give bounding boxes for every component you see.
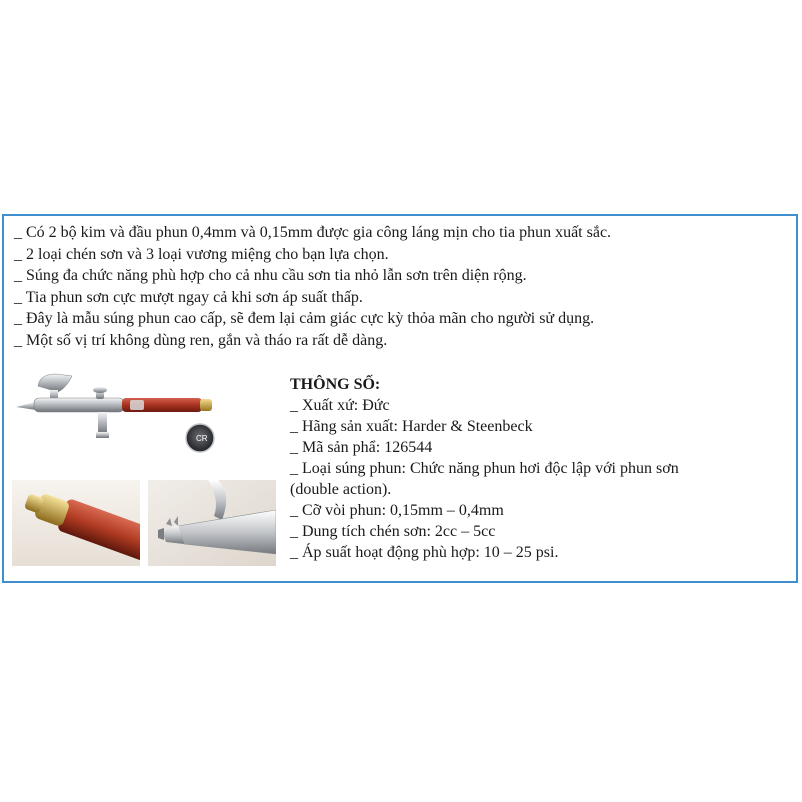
feature-item: _ Một số vị trí không dùng ren, gắn và tháo ra rất dễ dàng. xyxy=(14,331,388,349)
nozzle-closeup-photo xyxy=(148,480,276,566)
product-info-box xyxy=(2,214,798,583)
spec-line: _ Dung tích chén sơn: 2cc – 5cc xyxy=(290,523,496,540)
spec-line: _ Cỡ vòi phun: 0,15mm – 0,4mm xyxy=(290,502,504,519)
feature-list xyxy=(14,222,611,351)
spec-line: _ Hãng sản xuất: Harder & Steenbeck xyxy=(290,418,533,435)
spec-line: _ Xuất xứ: Đức xyxy=(290,397,390,414)
cr-badge-text: CR xyxy=(196,434,208,443)
feature-item: _ Có 2 bộ kim và đầu phun 0,4mm và 0,15mm được gia công láng mịn cho tia phun xuất sắc. xyxy=(14,224,612,241)
spec-line: (double action). xyxy=(290,481,392,498)
spec-title: THÔNG SỐ: xyxy=(290,376,381,393)
feature-item: _ 2 loại chén sơn và 3 loại vương miệng cho bạn lựa chọn. xyxy=(14,245,389,263)
spec-line: _ Mã sản phẩ: 126544 xyxy=(290,439,433,456)
feature-item: _ Tia phun sơn cực mượt ngay cả khi sơn áp suất thấp. xyxy=(14,288,363,306)
feature-item: _ Súng đa chức năng phù hợp cho cả nhu cầu sơn tia nhỏ lẫn sơn trên diện rộng. xyxy=(14,267,527,284)
spec-line: _ Áp suất hoạt động phù hợp: 10 – 25 psi. xyxy=(290,544,559,561)
airbrush-photo xyxy=(10,366,220,466)
spec-line: _ Loại súng phun: Chức năng phun hơi độc lập với phun sơn xyxy=(290,460,679,477)
feature-item: _ Đây là mẫu súng phun cao cấp, sẽ đem lại cảm giác cực kỳ thỏa mãn cho người sử dụng. xyxy=(14,310,595,327)
specifications xyxy=(290,374,780,563)
handle-closeup-photo xyxy=(12,480,140,566)
